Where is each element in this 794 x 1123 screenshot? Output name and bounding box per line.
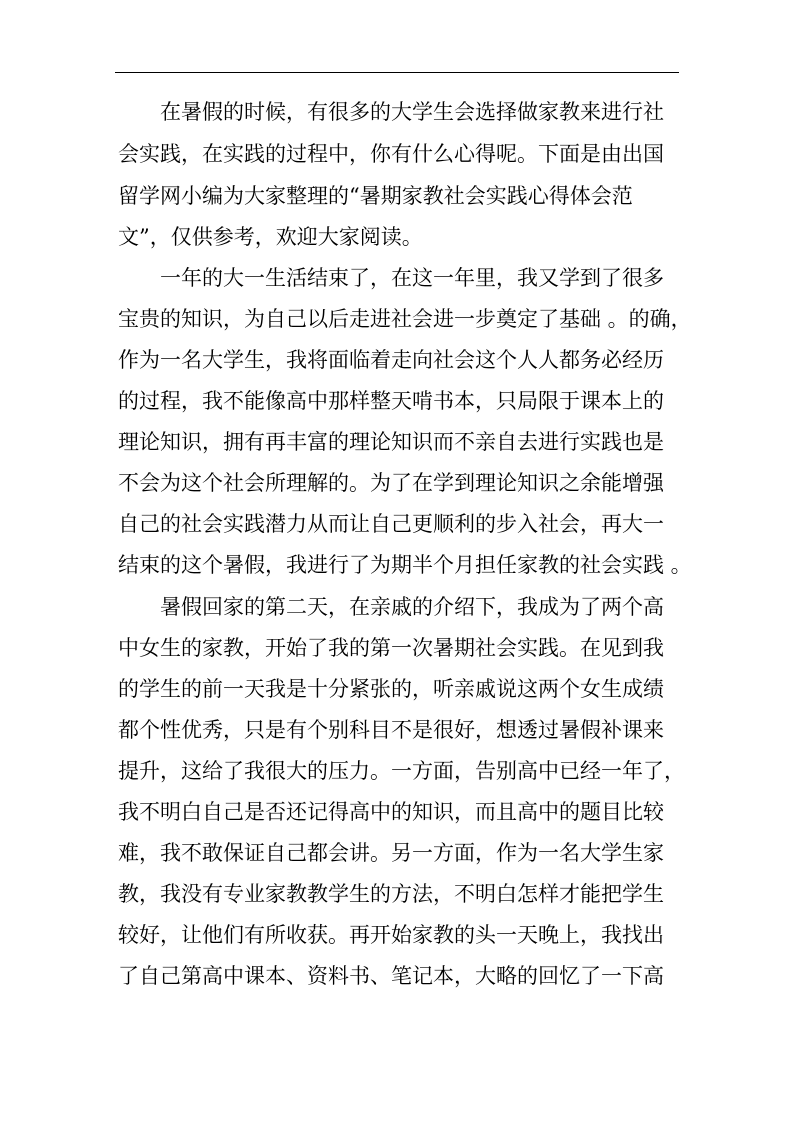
text-line [0,920,794,950]
paragraph-2-line-5: 理论知识，拥有再丰富的理论知识而不亲自去进行实践也是 [118,430,664,454]
text-line [0,427,794,457]
text-line [0,509,794,539]
text-line [0,879,794,909]
text-line [0,97,794,127]
text-line [0,139,794,169]
paragraph-3-line-8: 教，我没有专业家教教学生的方法，不明白怎样才能把学生 [118,882,664,906]
text-line [0,715,794,745]
text-line [0,961,794,991]
paragraph-1-line-4: 文”，仅供参考，欢迎大家阅读。 [118,225,423,249]
paragraph-2-line-8: 结束的这个暑假，我进行了为期半个月担任家教的社会实践 。 [118,553,692,577]
paragraph-2-line-6: 不会为这个社会所理解的。为了在学到理论知识之余能增强 [118,471,664,495]
paragraph-3-line-10: 了自己第高中课本、资料书、笔记本，大略的回忆了一下高 [118,964,664,988]
paragraph-2-line-2: 宝贵的知识，为自己以后走进社会进一步奠定了基础 。的确， [118,307,692,331]
header-rule [115,72,679,73]
paragraph-1-line-1: 在暑假的时候，有很多的大学生会选择做家教来进行社 [160,100,664,124]
text-line [0,304,794,334]
paragraph-2-line-7: 自己的社会实践潜力从而让自己更顺利的步入社会，再大一 [118,512,664,536]
text-line [0,550,794,580]
paragraph-1-line-2: 会实践，在实践的过程中，你有什么心得呢。下面是由出国 [118,142,664,166]
text-line [0,756,794,786]
paragraph-2-line-1: 一年的大一生活结束了，在这一年里，我又学到了很多 [160,266,664,290]
paragraph-3-line-6: 我不明白自己是否还记得高中的知识，而且高中的题目比较 [118,800,664,824]
text-line [0,222,794,252]
paragraph-2-line-3: 作为一名大学生，我将面临着走向社会这个人人都务必经历 [118,348,664,372]
paragraph-3-line-9: 较好，让他们有所收获。再开始家教的头一天晚上，我找出 [118,923,664,947]
paragraph-1-line-3: 留学网小编为大家整理的“暑期家教社会实践心得体会范 [118,184,633,208]
text-line [0,345,794,375]
paragraph-2-line-4: 的过程，我不能像高中那样整天啃书本，只局限于课本上的 [118,389,664,413]
text-line [0,633,794,663]
paragraph-3-line-4: 都个性优秀，只是有个别科目不是很好，想透过暑假补课来 [118,718,664,742]
paragraph-3-line-5: 提升，这给了我很大的压力。一方面，告别高中已经一年了， [118,759,685,783]
paragraph-3-line-2: 中女生的家教，开始了我的第一次暑期社会实践。在见到我 [118,636,664,660]
text-line [0,797,794,827]
text-line [0,592,794,622]
text-line [0,838,794,868]
text-line [0,468,794,498]
paragraph-3-line-3: 的学生的前一天我是十分紧张的，听亲戚说这两个女生成绩 [118,677,664,701]
paragraph-3-line-1: 暑假回家的第二天，在亲戚的介绍下，我成为了两个高 [160,595,664,619]
text-line [0,674,794,704]
text-line [0,386,794,416]
text-line [0,263,794,293]
text-line [0,181,794,211]
paragraph-3-line-7: 难，我不敢保证自己都会讲。另一方面，作为一名大学生家 [118,841,664,865]
